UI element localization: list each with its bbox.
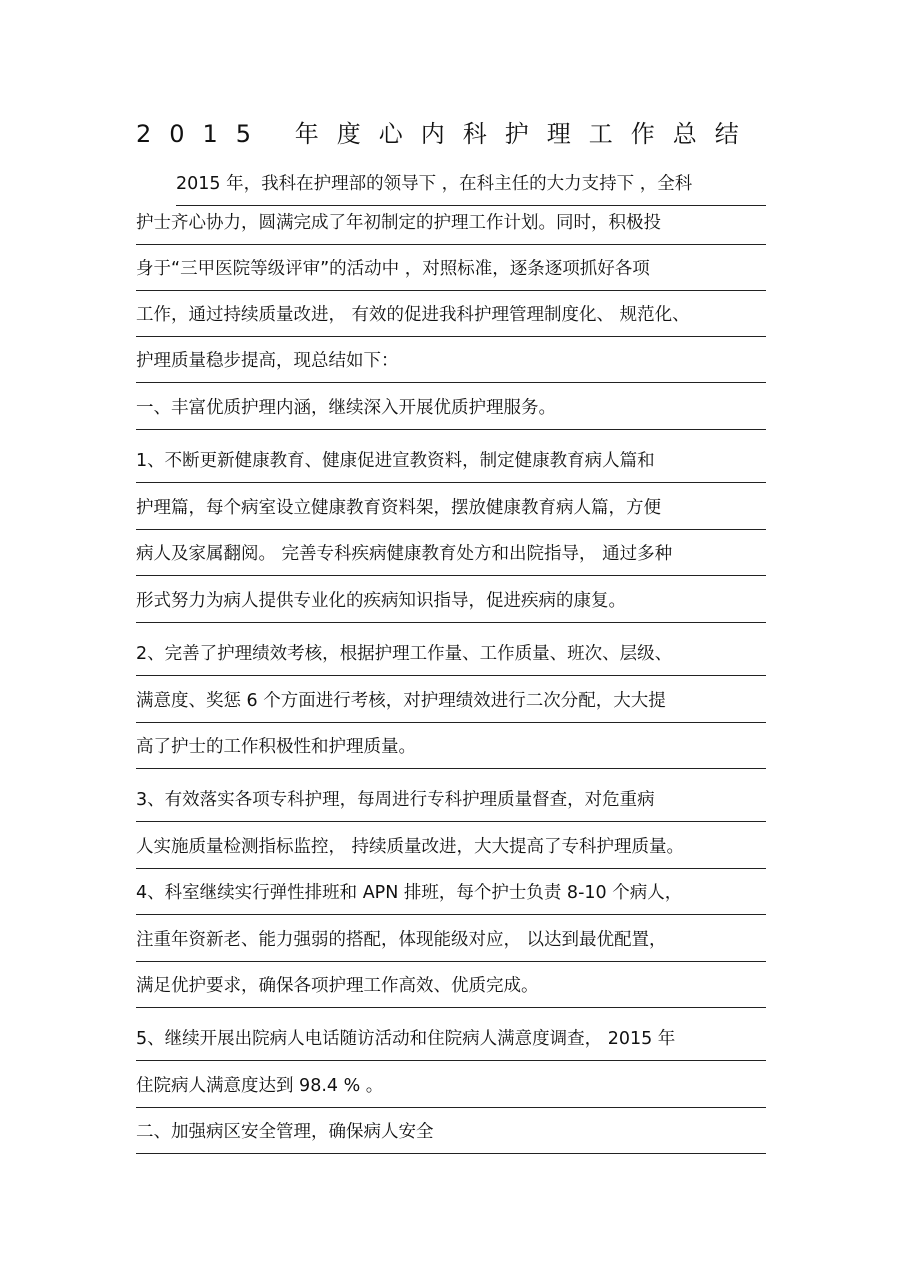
section-heading: 一、丰富优质护理内涵，继续深入开展优质护理服务。 (136, 392, 766, 430)
paragraph-line: 5、继续开展出院病人电话随访活动和住院病人满意度调查， 2015 年 (136, 1023, 766, 1061)
paragraph-line: 3、有效落实各项专科护理，每周进行专科护理质量督查，对危重病 (136, 784, 766, 822)
paragraph-line: 护士齐心协力，圆满完成了年初制定的护理工作计划。同时，积极投 (136, 207, 766, 245)
paragraph-line: 2015 年，我科在护理部的领导下 ，在科主任的大力支持下 ，全科 (176, 168, 766, 206)
paragraph-line: 2、完善了护理绩效考核，根据护理工作量、工作质量、班次、层级、 (136, 638, 766, 676)
paragraph-line: 人实施质量检测指标监控， 持续质量改进，大大提高了专科护理质量。 (136, 831, 766, 869)
paragraph-line: 高了护士的工作积极性和护理质量。 (136, 731, 766, 769)
paragraph-line: 注重年资新老、能力强弱的搭配，体现能级对应， 以达到最优配置， (136, 924, 766, 962)
paragraph-line: 4、科室继续实行弹性排班和 APN 排班，每个护士负责 8-10 个病人， (136, 877, 766, 915)
paragraph-line: 形式努力为病人提供专业化的疾病知识指导，促进疾病的康复。 (136, 585, 766, 623)
paragraph-line: 满意度、奖惩 6 个方面进行考核，对护理绩效进行二次分配，大大提 (136, 685, 766, 723)
paragraph-line: 护理篇，每个病室设立健康教育资料架，摆放健康教育病人篇，方便 (136, 492, 766, 530)
section-heading: 二、加强病区安全管理，确保病人安全 (136, 1116, 766, 1154)
paragraph-line: 护理质量稳步提高，现总结如下： (136, 345, 766, 383)
paragraph-line: 满足优护要求，确保各项护理工作高效、优质完成。 (136, 970, 766, 1008)
paragraph-line: 1、不断更新健康教育、健康促进宣教资料，制定健康教育病人篇和 (136, 445, 766, 483)
document-title: 2015 年度心内科护理工作总结 (136, 120, 757, 148)
paragraph-line: 工作，通过持续质量改进， 有效的促进我科护理管理制度化、 规范化、 (136, 299, 766, 337)
paragraph-line: 身于“三甲医院等级评审”的活动中 ，对照标准，逐条逐项抓好各项 (136, 253, 766, 291)
paragraph-line: 病人及家属翻阅。 完善专科疾病健康教育处方和出院指导， 通过多种 (136, 538, 766, 576)
paragraph-line: 住院病人满意度达到 98.4 % 。 (136, 1070, 766, 1108)
